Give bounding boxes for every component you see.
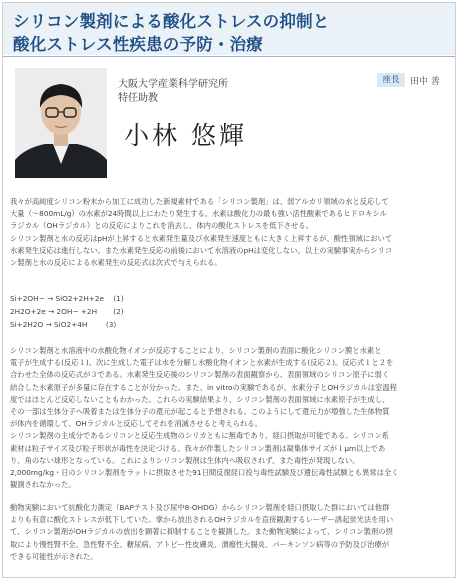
affiliation: 大阪大学産業科学研究所 [118,79,228,90]
speaker-name: 小林 悠輝 [124,121,247,150]
text-line: 観測されなかった。 [10,480,76,490]
paragraph-intro [10,196,450,269]
speaker-photo [15,68,107,178]
text-line: 水素発生反応は進行しない。また水素発生反応の前後において水溶液のpHは変化しない。以上の実験事実からシリコ [10,245,393,255]
text-line: シリコン製剤の主成分であるシリコンと反応生成物のシリカともに無毒であり、経口摂取が可能である。シリコン系 [10,431,389,441]
text-line: 度ではほとんど反応しないこともわかった。これらの実験結果より、シリコン製剤の表面領域に水素原子が生成し、 [10,394,390,404]
text-line: 結合した水素原子が多量に存在することが分かった。また、in vitroの実験であるが、水素分子とOHラジカルは室温程 [10,382,397,392]
equation-3: Si+2H2O → SiO2+4H (3) [10,320,117,329]
text-line: 大量（～800mL/g）の水素が24時間以上にわたり発生する。水素は酸化力の最も強い活性酸素であるヒドロキシル [10,209,387,219]
text-line: できる可能性が示された。 [10,551,98,561]
position-title: 特任助教 [118,93,158,104]
text-line: その一部は生体分子へ吸着または生体分子の還元が起こると予想される。このようにして還元力が増強した生体物質 [10,407,390,417]
equation-2: 2H2O+2e → 2OH− +2H (2) [10,307,124,316]
text-line: 電子が生成する(反応１)。次に生成した電子は水を分解し水酸化物イオンと水素が生成する(反応２)。反応式１と２を [10,358,394,368]
title-line-2: 酸化ストレス性疾患の予防・治療 [13,35,264,54]
paragraph-animal-study [10,502,450,563]
text-line: 合わせた全体の反応式が３である。水素発生反応後のシリコン製剤の表面観察から、表面領域のシリコン原子に弱く [10,370,390,380]
text-line: 素材は粒子サイズ及び粒子形状が毒性を決定づける。我々が作製したシリコン製剤は凝集体サイズが１μm以上であ [10,443,386,453]
paragraph-mechanism [10,345,450,491]
text-line: て、シリコン製剤がOHラジカルの放出を顕著に抑制することを観測した。また動物実験によって、シリコン製剤の摂 [10,527,393,537]
text-line: シリコン製剤と水溶液中の水酸化物イオンが反応することにより、シリコン製剤の表面に酸化シリコン膜と水素と [10,346,382,355]
title-divider [3,56,455,57]
text-line: シリコン製剤と水の反応はpHが上昇すると水素発生量及び水素発生速度ともに大きく上昇するが、酸性領域において [10,233,393,243]
text-line: り、角のない球形となっている。これによりシリコン製剤は生体内へ吸収されず、また毒性が発現しない。 [10,455,360,465]
title-line-1: シリコン製剤による酸化ストレスの抑制と [13,12,330,31]
equation-1: Si+2OH− → SiO2+2H+2e (1) [10,294,124,303]
text-line: ラジカル（OHラジカル）との反応によりこれを消去し、体内の酸化ストレスを低下させる。 [10,221,313,231]
text-line: 取により慢性腎不全、急性腎不全、糖尿病、アトピー性皮膚炎、潰瘍性大腸炎、パーキンソン病等の予防及び治療が [10,539,390,549]
text-line: ン製剤と水の反応による水素発生の反応式は次式で与えられる。 [10,258,222,268]
chair-name: 田中 善 [410,77,440,87]
text-line: 動物実験において抗酸化力測定（BAPテスト及び尿中8-OHDG）からシリコン製剤を経口摂取した群においては他群 [10,503,390,512]
text-line: が体内を循環して、OHラジカルと反応してそれを消滅させると考えられる。 [10,419,262,429]
text-line: 2,000mg/kg・日のシリコン製剤をラットに摂取させた91日間反復経口投与毒性試験及び遺伝毒性試験とも異常は全く [10,468,399,478]
chair-badge: 座長 [377,73,405,87]
text-line: 我々が高純度シリコン粉末から加工に成功した新規素材である「シリコン製剤」は、弱アルカリ領域の水と反応して [10,197,389,206]
text-line: よりも有意に酸化ストレスが低下していた。掌から放出されるOHラジカルを直接観測するレーザー誘起蛍光法を用い [10,515,394,525]
title-banner [3,3,455,55]
